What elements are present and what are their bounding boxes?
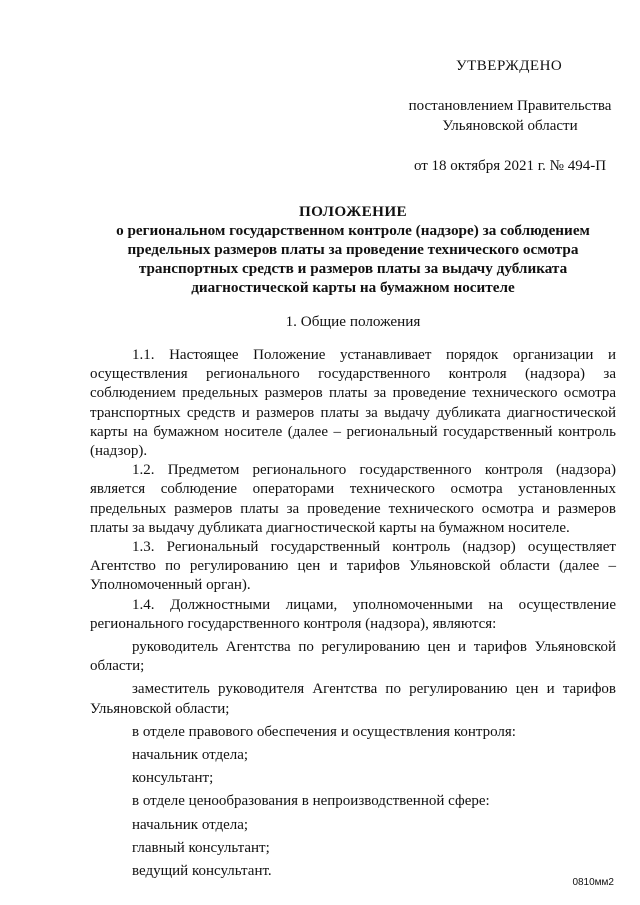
pricing-chief-consultant: главный консультант; <box>132 839 270 856</box>
approval-stamp <box>400 56 620 176</box>
legal-head: начальник отдела; <box>132 747 249 764</box>
paragraph-1-1: 1.1. Настоящее Положение устанавливает порядок организации и осуществления регионального государственного контроля (надзора) за соблюдением предельных размеров платы за проведение технического осмотра транспортных средств и размеров платы за выдачу дубликата диагностической карты на бумажном носителе (далее – региональный государственный контроль (надзор). <box>90 347 616 460</box>
paragraph-1-4: 1.4. Должностными лицами, уполномоченными на осуществление регионального государственного контроля (надзора), являются: <box>90 596 616 632</box>
dept-legal: в отделе правового обеспечения и осуществления контроля: <box>132 723 516 740</box>
title-subtitle-line3: транспортных средств и размеров платы за выдачу дубликата <box>138 260 568 277</box>
approval-by-line1: постановлением Правительства <box>408 98 612 114</box>
legal-consultant: консультант; <box>132 770 214 787</box>
paragraph-1-3: 1.3. Региональный государственный контроль (надзор) осуществляет Агентство по регулированию цен и тарифов Ульяновской области (далее – Уполномоченный орган). <box>90 539 616 594</box>
section-heading: 1. Общие положения <box>285 313 421 330</box>
title-subtitle-line4: диагностической карты на бумажном носителе <box>191 279 515 296</box>
pricing-head: начальник отдела; <box>132 816 249 833</box>
official-deputy: заместитель руководителя Агентства по регулированию цен и тарифов Ульяновской области; <box>90 681 616 717</box>
approval-by <box>400 96 620 136</box>
title-subtitle-line2: предельных размеров платы за проведение технического осмотра <box>127 241 579 258</box>
official-head: руководитель Агентства по регулированию цен и тарифов Ульяновской области; <box>90 639 616 675</box>
approval-title: УТВЕРЖДЕНО <box>456 58 563 74</box>
title-main: ПОЛОЖЕНИЕ <box>298 203 408 220</box>
approval-by-line2: Ульяновской области <box>442 118 578 134</box>
document-title <box>90 202 616 297</box>
dept-pricing: в отделе ценообразования в непроизводственной сфере: <box>132 793 490 810</box>
footer-code: 0810мм2 <box>572 877 614 888</box>
document-body <box>90 346 616 881</box>
title-subtitle-line1: о региональном государственном контроле (надзоре) за соблюдением <box>116 222 590 239</box>
paragraph-1-2: 1.2. Предметом регионального государственного контроля (надзора) является соблюдение операторами технического осмотра установленных предельных размеров платы за проведение технического осмотра и размеров платы за выдачу дубликата диагностической карты на бумажном носителе. <box>90 462 616 536</box>
pricing-lead-consultant: ведущий консультант. <box>132 863 272 880</box>
approval-date: от 18 октября 2021 г. № 494-П <box>413 158 607 174</box>
